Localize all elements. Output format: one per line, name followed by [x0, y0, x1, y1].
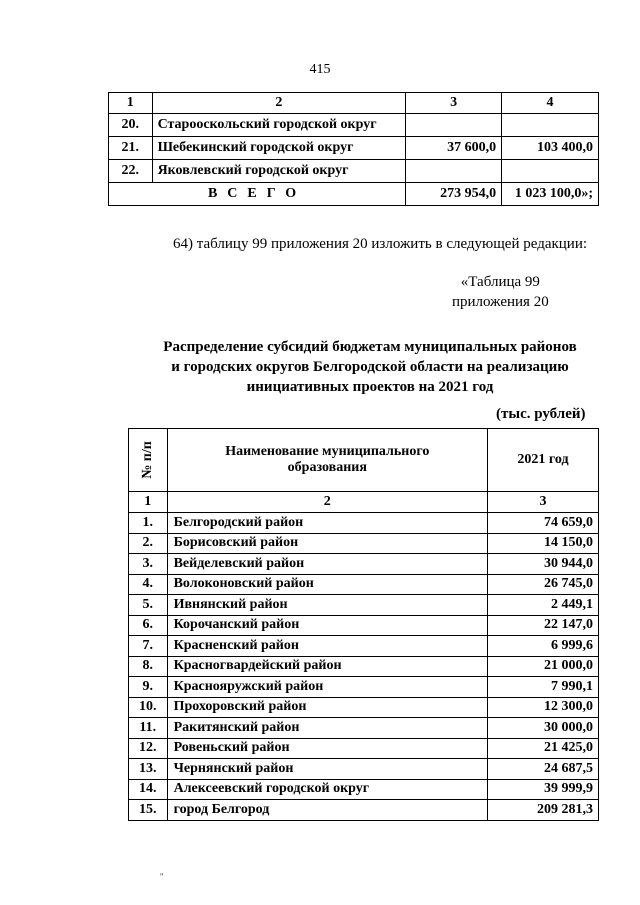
row-col4: 103 400,0 [502, 137, 599, 160]
header-name-line: образования [287, 460, 367, 475]
row-number: 11. [129, 718, 168, 739]
table-row [129, 677, 599, 698]
total-row [109, 183, 599, 206]
column-index-row [129, 492, 599, 513]
table-row [129, 718, 599, 739]
row-number: 12. [129, 738, 168, 759]
row-col3 [406, 160, 502, 183]
row-name: Красногвардейский район [167, 656, 487, 677]
table-row [129, 574, 599, 595]
table-row [129, 533, 599, 554]
table-row [129, 513, 599, 534]
header-name [167, 429, 487, 492]
row-name: Ивнянский район [167, 595, 487, 616]
caption-line: приложения 20 [452, 294, 549, 310]
row-number: 20. [109, 114, 153, 137]
row-number: 9. [129, 677, 168, 698]
row-value: 39 999,9 [488, 779, 599, 800]
row-col4 [502, 160, 599, 183]
page-number: 415 [309, 62, 331, 77]
row-value: 30 000,0 [488, 718, 599, 739]
row-name: Вейделевский район [167, 554, 487, 575]
row-number: 3. [129, 554, 168, 575]
header-number [129, 429, 168, 492]
row-number: 7. [129, 636, 168, 657]
row-number: 8. [129, 656, 168, 677]
row-number: 4. [129, 574, 168, 595]
row-value: 2 449,1 [488, 595, 599, 616]
footer-mark: " [160, 872, 164, 881]
table-row [129, 615, 599, 636]
row-name: Корочанский район [167, 615, 487, 636]
row-value: 24 687,5 [488, 759, 599, 780]
row-name: Красненский район [167, 636, 487, 657]
row-number: 22. [109, 160, 153, 183]
total-col4: 1 023 100,0»; [502, 183, 599, 206]
row-name: Краснояружский район [167, 677, 487, 698]
table-row [109, 137, 599, 160]
header-name-line: Наименование муниципального [225, 444, 430, 459]
row-value: 74 659,0 [488, 513, 599, 534]
row-col3 [406, 114, 502, 137]
row-name: Яковлевский городской округ [152, 160, 406, 183]
row-name: Волоконовский район [167, 574, 487, 595]
row-name: Борисовский район [167, 533, 487, 554]
table-row [129, 656, 599, 677]
title-line: Распределение субсидий бюджетам муниципальных районов [163, 339, 577, 355]
row-number: 6. [129, 615, 168, 636]
caption-line: «Таблица 99 [460, 274, 540, 290]
amendment-instruction: 64) таблицу 99 приложения 20 изложить в следующей редакции: [173, 236, 588, 252]
title-line: и городских округов Белгородской области на реализацию [171, 359, 569, 375]
row-number: 15. [129, 800, 168, 821]
total-col3: 273 954,0 [406, 183, 502, 206]
row-name: город Белгород [167, 800, 487, 821]
header-cell: 1 [109, 93, 153, 114]
header-year: 2021 год [488, 429, 599, 492]
total-label: ВСЕГО [109, 183, 406, 206]
header-cell: 3 [406, 93, 502, 114]
row-name: Ракитянский район [167, 718, 487, 739]
table-header-row [109, 93, 599, 114]
continuation-table [108, 92, 599, 206]
row-value: 22 147,0 [488, 615, 599, 636]
row-col4 [502, 114, 599, 137]
row-name: Старооскольский городской округ [152, 114, 406, 137]
header-number-text: № п/п [139, 441, 155, 479]
row-number: 5. [129, 595, 168, 616]
index-cell: 1 [129, 492, 168, 513]
table-row [129, 800, 599, 821]
row-number: 13. [129, 759, 168, 780]
header-cell: 4 [502, 93, 599, 114]
row-name: Ровеньский район [167, 738, 487, 759]
subsidy-table [128, 428, 599, 821]
row-name: Прохоровский район [167, 697, 487, 718]
row-value: 21 425,0 [488, 738, 599, 759]
table-row [109, 160, 599, 183]
row-value: 209 281,3 [488, 800, 599, 821]
table-row [129, 779, 599, 800]
row-value: 7 990,1 [488, 677, 599, 698]
row-name: Шебекинский городской округ [152, 137, 406, 160]
row-name: Белгородский район [167, 513, 487, 534]
units-label: (тыс. рублей) [496, 406, 586, 422]
table-header-row [129, 429, 599, 492]
table-body [129, 513, 599, 821]
header-cell: 2 [152, 93, 406, 114]
title-line: инициативных проектов на 2021 год [246, 379, 494, 395]
row-value: 14 150,0 [488, 533, 599, 554]
row-value: 21 000,0 [488, 656, 599, 677]
table-row [129, 759, 599, 780]
table-row [129, 554, 599, 575]
row-number: 21. [109, 137, 153, 160]
row-col3: 37 600,0 [406, 137, 502, 160]
table-row [129, 636, 599, 657]
row-value: 26 745,0 [488, 574, 599, 595]
row-name: Чернянский район [167, 759, 487, 780]
table-row [129, 738, 599, 759]
row-name: Алексеевский городской округ [167, 779, 487, 800]
row-value: 30 944,0 [488, 554, 599, 575]
row-value: 6 999,6 [488, 636, 599, 657]
row-number: 10. [129, 697, 168, 718]
row-number: 14. [129, 779, 168, 800]
index-cell: 2 [167, 492, 487, 513]
index-cell: 3 [488, 492, 599, 513]
table-row [129, 595, 599, 616]
table-caption [452, 272, 549, 312]
row-value: 12 300,0 [488, 697, 599, 718]
row-number: 1. [129, 513, 168, 534]
document-title [120, 337, 620, 397]
table-row [109, 114, 599, 137]
table-row [129, 697, 599, 718]
row-number: 2. [129, 533, 168, 554]
